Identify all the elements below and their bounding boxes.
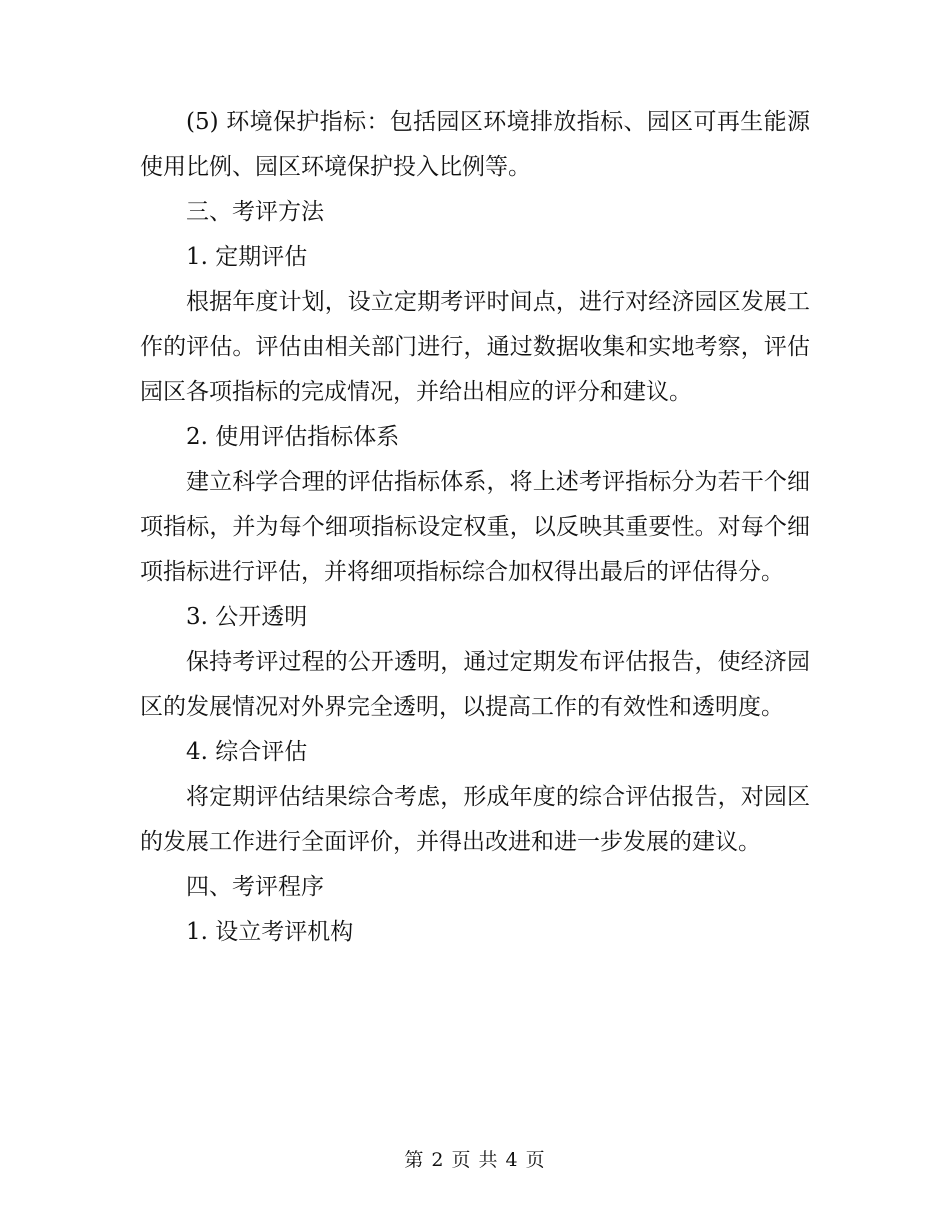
paragraph-periodic-evaluation: 根据年度计划，设立定期考评时间点，进行对经济园区发展工作的评估。评估由相关部门进行，通过数据收集和实地考察，评估园区各项指标的完成情况，并给出相应的评分和建议。 <box>140 289 810 405</box>
paragraph-indicator-system: 建立科学合理的评估指标体系，将上述考评指标分为若干个细项指标，并为每个细项指标设定权重，以反映其重要性。对每个细项指标进行评估，并将细项指标综合加权得出最后的评估得分。 <box>140 469 810 585</box>
subheading-indicator-system: 2. 使用评估指标体系 <box>186 424 400 450</box>
paragraph-comprehensive-evaluation: 将定期评估结果综合考虑，形成年度的综合评估报告，对园区的发展工作进行全面评价，并得出改进和进一步发展的建议。 <box>140 784 810 855</box>
subheading-periodic-evaluation: 1. 定期评估 <box>186 244 308 270</box>
section-heading-evaluation-method: 三、考评方法 <box>186 199 324 225</box>
paragraph-transparency: 保持考评过程的公开透明，通过定期发布评估报告，使经济园区的发展情况对外界完全透明，以提高工作的有效性和透明度。 <box>140 649 810 720</box>
subheading-comprehensive-evaluation: 4. 综合评估 <box>186 739 308 765</box>
page-number-footer: 第 2 页 共 4 页 <box>404 1149 546 1171</box>
section-heading-evaluation-procedure: 四、考评程序 <box>186 874 324 900</box>
subheading-transparency: 3. 公开透明 <box>186 604 308 630</box>
document-page <box>140 100 810 955</box>
paragraph-environment-indicator: (5) 环境保护指标：包括园区环境排放指标、园区可再生能源使用比例、园区环境保护投入比例等。 <box>140 109 810 180</box>
subheading-evaluation-body: 1. 设立考评机构 <box>186 919 354 945</box>
